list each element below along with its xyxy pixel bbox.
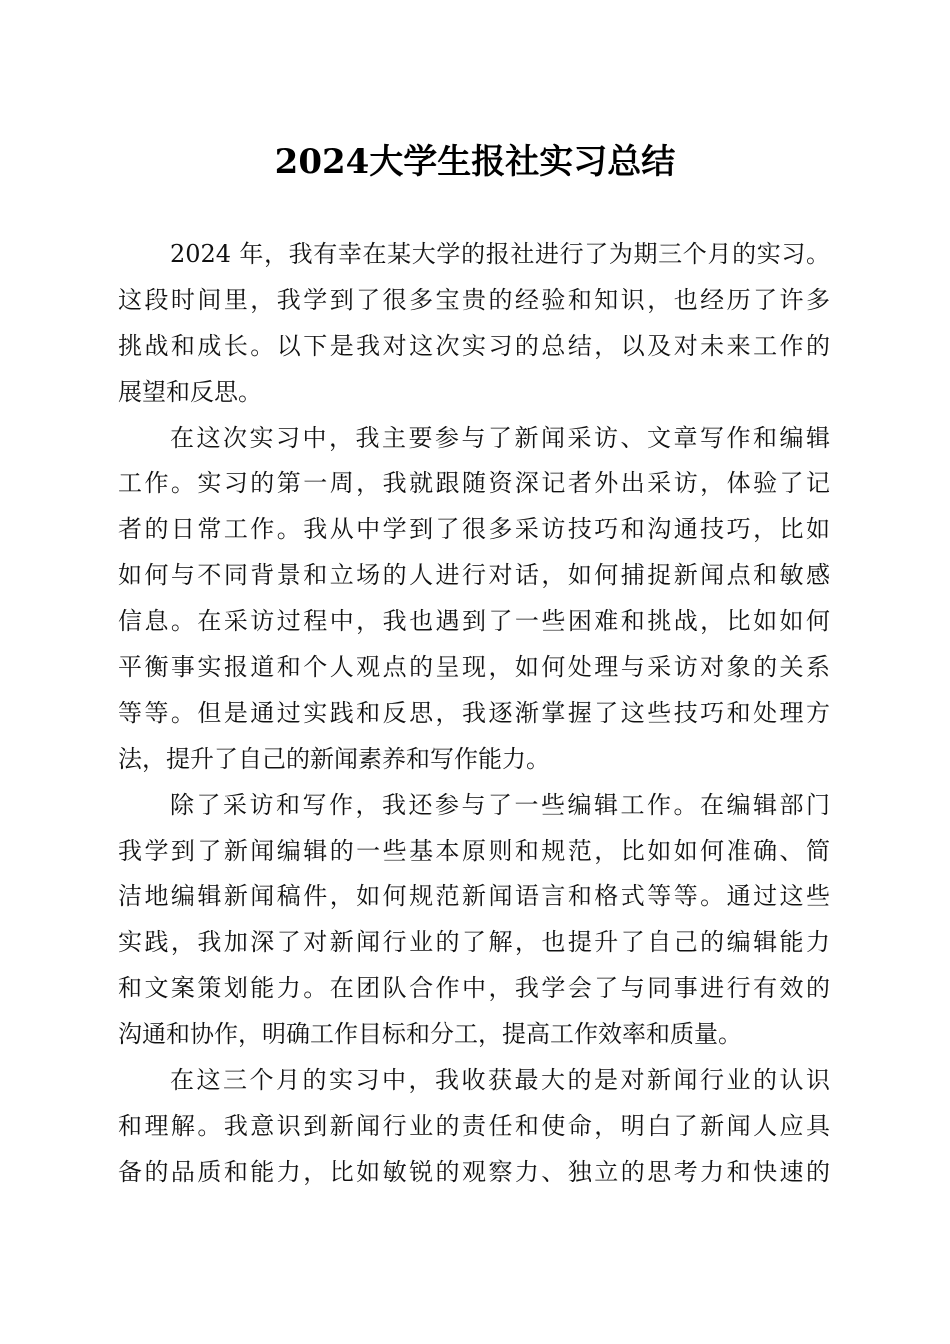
text-line: 在这三个月的实习中，我收获最大的是对新闻行业的认识 [170,1066,830,1095]
text-line: 洁地编辑新闻稿件，如何规范新闻语言和格式等等。通过这些 [118,882,830,911]
text-line: 沟通和协作，明确工作目标和分工，提高工作效率和质量。 [118,1020,742,1049]
text-line: 除了采访和写作，我还参与了一些编辑工作。在编辑部门 [170,790,830,819]
text-line: 和理解。我意识到新闻行业的责任和使命，明白了新闻人应具 [118,1111,830,1140]
document-body [118,232,830,1196]
text-line: 信息。在采访过程中，我也遇到了一些困难和挑战，比如如何 [118,607,830,636]
text-line: 等等。但是通过实践和反思，我逐渐掌握了这些技巧和处理方 [118,698,830,727]
text-line: 法，提升了自己的新闻素养和写作能力。 [118,744,550,773]
text-line: 备的品质和能力，比如敏锐的观察力、独立的思考力和快速的 [118,1157,830,1186]
paragraph [118,416,830,783]
text-line: 2024 年，我有幸在某大学的报社进行了为期三个月的实习。 [170,240,830,268]
text-line: 展望和反思。 [118,377,262,406]
text-line: 工作。实习的第一周，我就跟随资深记者外出采访，体验了记 [118,469,830,498]
text-line: 这段时间里，我学到了很多宝贵的经验和知识，也经历了许多 [118,285,830,314]
text-line: 我学到了新闻编辑的一些基本原则和规范，比如如何准确、简 [118,836,830,865]
paragraph [118,1058,830,1196]
text-line: 和文案策划能力。在团队合作中，我学会了与同事进行有效的 [118,974,830,1003]
text-line: 实践，我加深了对新闻行业的了解，也提升了自己的编辑能力 [118,928,830,957]
paragraph [118,783,830,1058]
document-title: 2024大学生报社实习总结 [274,142,676,182]
text-line: 者的日常工作。我从中学到了很多采访技巧和沟通技巧，比如 [118,515,830,544]
text-line: 在这次实习中，我主要参与了新闻采访、文章写作和编辑 [170,423,830,452]
text-line: 挑战和成长。以下是我对这次实习的总结，以及对未来工作的 [118,331,830,360]
text-line: 如何与不同背景和立场的人进行对话，如何捕捉新闻点和敏感 [118,561,830,590]
text-line: 平衡事实报道和个人观点的呈现，如何处理与采访对象的关系 [118,653,830,682]
paragraph [118,232,830,416]
